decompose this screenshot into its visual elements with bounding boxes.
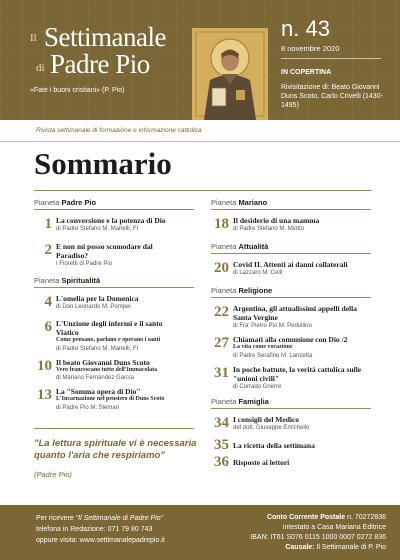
issue-divider [281, 58, 381, 59]
quote-text: "La lettura spirituale vi è necessaria quanto l'aria che respiriamo" [34, 438, 197, 461]
page-number: 27 [214, 335, 229, 351]
toc-right-column [211, 196, 371, 471]
entry-title: La "Somma opera di Dio" [56, 387, 141, 396]
page-number: 6 [44, 319, 52, 335]
entry-author: di Corrado Gnerre [233, 383, 282, 390]
section-head-spiritualita [34, 274, 194, 288]
toc-entry[interactable] [34, 242, 194, 268]
page-number: 31 [214, 364, 229, 381]
toc-entry[interactable] [211, 260, 371, 280]
page-number: 13 [37, 387, 52, 403]
toc-entry[interactable] [34, 294, 194, 314]
footer-account [250, 513, 386, 523]
section-head-padre-pio [34, 196, 194, 210]
payment-info [250, 513, 386, 553]
toc-entry[interactable] [211, 365, 371, 391]
masthead-motto: «Fate i buoni cristiani» (P. Pio) [30, 87, 125, 94]
page-number: 10 [37, 357, 52, 374]
masthead-band [0, 0, 400, 120]
title-divider [34, 190, 372, 191]
page-number: 35 [214, 436, 229, 453]
entry-title: In poche battute, la verità cattolica sulle "unioni civili" [233, 364, 362, 383]
cover-label: IN COPERTINA [281, 69, 332, 76]
entry-author: I Fioretti di Padre Pio [56, 261, 113, 267]
page-number: 18 [214, 216, 229, 232]
section-name: Mariano [238, 198, 268, 207]
footer-band [0, 505, 400, 560]
entry-author: di Padre Stefano M. Manelli, FI [56, 345, 139, 352]
section-name: Padre Pio [61, 198, 97, 207]
issue-number: n. 43 [281, 16, 330, 41]
section-head-famiglia [211, 395, 371, 409]
toc-entry[interactable] [211, 216, 371, 236]
entry-title: Argentina, gli attualissimi appelli della Santa Vergine [233, 304, 357, 322]
footer-phone: telefona in Redazione: 071 79 80 743 [36, 526, 153, 533]
entry-author: di Padre Pio M. Sleman [56, 404, 120, 411]
subscription-info [36, 513, 165, 546]
entry-title: E non mi posso scomodare dal Paradiso? [56, 242, 153, 260]
quote-source: (Padre Pio) [34, 470, 72, 479]
toc-entry[interactable] [211, 335, 371, 360]
section-prefix: Pianeta [211, 396, 237, 406]
entry-author: del dott. Giuseppe Emichello [233, 424, 310, 431]
entry-author: di Padre Stefano M. Miotto [233, 226, 305, 232]
masthead-il: Il [30, 32, 37, 44]
entry-title: L'omelia per la Domenica [56, 294, 139, 303]
section-head-mariano [211, 196, 371, 210]
entry-title: Risposte ai lettori [233, 457, 290, 467]
page-title: Sommario [34, 146, 172, 181]
page-number: 20 [214, 260, 229, 276]
footer-line-3 [36, 535, 165, 546]
footer-line-1 [36, 513, 165, 524]
page-number: 4 [44, 294, 52, 310]
account-label: Conto Corrente Postale [266, 514, 346, 521]
entry-title: La ricetta della settimana [233, 440, 315, 450]
toc-entry[interactable] [211, 437, 371, 454]
section-name: Spiritualità [61, 276, 101, 285]
saint-portrait-icon [192, 28, 268, 120]
entry-title: La conversione e la potenza di Dio [56, 216, 166, 225]
section-name: Famiglia [238, 396, 269, 406]
causale-value: Il Settimanale di P. Pio [314, 544, 386, 551]
entry-author: di Padre Stefano M. Manelli, FI [56, 226, 139, 232]
entry-title: Il desiderio di una mamma [233, 216, 320, 225]
entry-subtitle: La vita come vocazione [233, 344, 293, 350]
cover-portrait-image [192, 28, 268, 120]
toc-entry[interactable] [34, 319, 194, 353]
magazine-subtitle: Rivista settimanale di formazione e informazione cattolica [36, 127, 202, 134]
issue-date: 8 novembre 2020 [281, 44, 340, 53]
page-number: 36 [214, 453, 229, 470]
section-name: Attualità [238, 242, 269, 251]
entry-author: di Fra' Pietro Pio M. Pedullino [233, 323, 312, 329]
entry-author: di Don Leonardo M. Pompei [56, 304, 131, 310]
page-number: 34 [214, 414, 229, 431]
subtitle-bar [0, 120, 400, 142]
section-prefix: Pianeta [211, 286, 237, 295]
toc-left-column [34, 196, 194, 412]
cover-description: Rivisitazione di: Beato Giovanni Duns Scoto, Carlo Crivelli (1430-1495) [281, 84, 383, 109]
entry-title: Il beato Giovanni Duns Scoto [56, 357, 150, 367]
entry-subtitle: Vero francescano tutto dell'Immacolata [56, 366, 158, 373]
entry-title: I consigli del Medico [233, 414, 300, 424]
website-link[interactable]: www.settimanalepadrepio.it [79, 537, 165, 544]
causale-label: Causale: [285, 544, 315, 551]
footer-causale [250, 543, 386, 553]
section-prefix: Pianeta [34, 198, 60, 207]
section-prefix: Pianeta [211, 198, 237, 207]
toc-entry[interactable] [211, 304, 371, 330]
masthead-padre-pio: Padre Pio [50, 49, 150, 79]
section-head-religione [211, 284, 371, 298]
entry-title: Covid II. Attenti ai danni collaterali [233, 260, 348, 269]
entry-author: di Mariano Fernández García [56, 375, 135, 381]
page-number: 2 [44, 242, 52, 258]
toc-entry[interactable] [34, 387, 194, 412]
quote-divider [34, 428, 194, 429]
toc-entry[interactable] [211, 454, 371, 471]
footer-holder: intestato a Casa Mariana Editrice [282, 524, 386, 531]
toc-entry[interactable] [211, 415, 371, 435]
section-name: Religione [238, 286, 273, 295]
toc-entry[interactable] [34, 358, 194, 383]
page-number: 1 [44, 216, 52, 232]
entry-author: di Lazzaro M. Celli [233, 270, 283, 276]
entry-title: Chiamati alla comunione con Dio /2 [233, 335, 348, 344]
masthead-di: di [36, 62, 45, 74]
entry-title: L'Unzione degli infermi e il santo Viatico [56, 319, 163, 337]
entry-subtitle: Come pensano, parlano e operano i santi [56, 337, 161, 343]
entry-subtitle: L'Incarnazione nel pensiero di Duns Scoto [56, 396, 165, 402]
footer-text: oppure visita: [36, 537, 80, 544]
magazine-name: "Il Settimanale di Padre Pio" [75, 515, 164, 522]
toc-entry[interactable] [34, 216, 194, 236]
section-head-attualita [211, 240, 371, 254]
footer-iban: IBAN: IT61 S076 0115 1000 0007 0272 836 [250, 534, 386, 541]
footer-text: Per ricevere [36, 515, 76, 522]
entry-author: di Padre Serafino M. Lanzetta [233, 352, 313, 359]
account-number: n. 70272836 [345, 514, 386, 521]
masthead-settimanale: Settimanale [44, 22, 166, 52]
section-prefix: Pianeta [34, 276, 60, 285]
page-number: 22 [214, 304, 229, 320]
section-prefix: Pianeta [211, 242, 237, 251]
